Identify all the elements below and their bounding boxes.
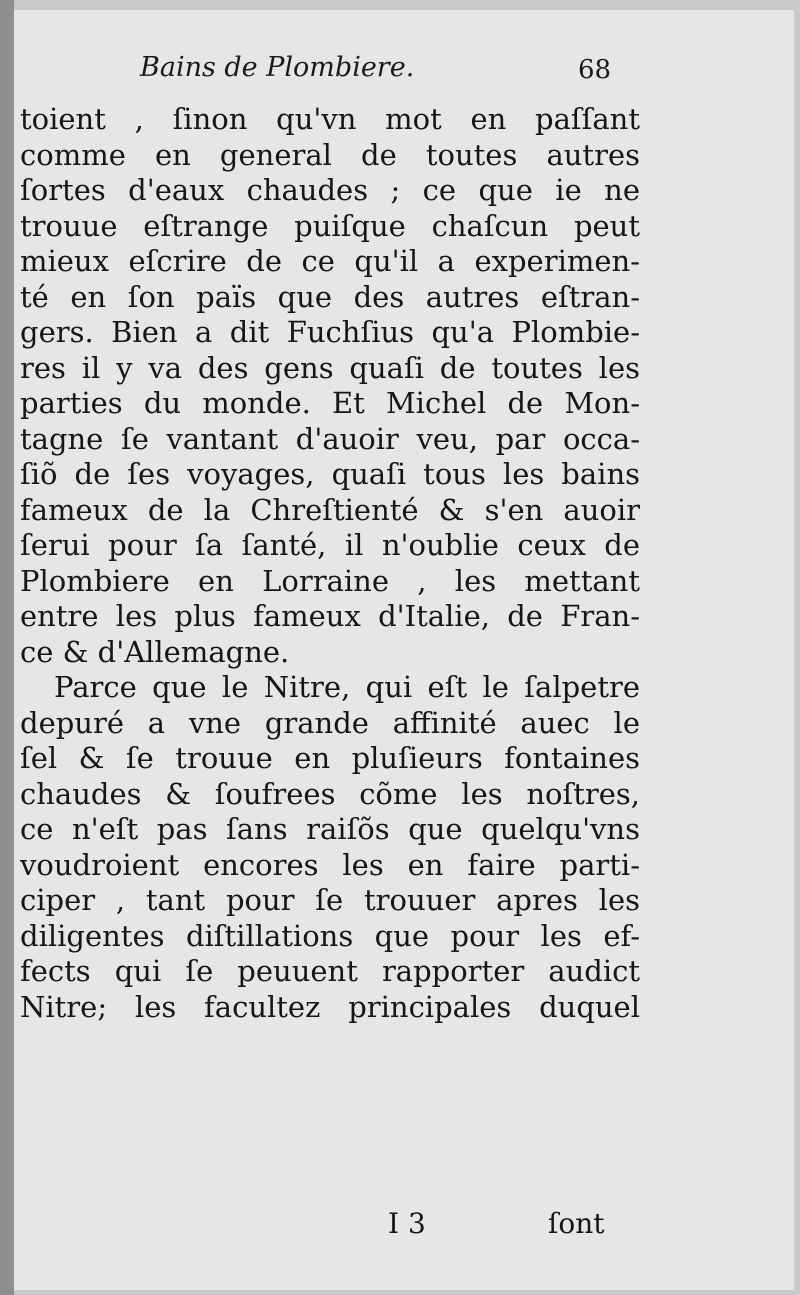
text-line: ciper , tant pour ſe trouuer apres les bbox=[20, 883, 640, 917]
text-line: mieux eſcrire de ce qu'il a experimen- bbox=[20, 244, 640, 278]
text-line: parties du monde. Et Michel de Mon- bbox=[20, 386, 640, 420]
signature-mark: I 3 bbox=[388, 1207, 426, 1240]
catchword: ſont bbox=[548, 1207, 605, 1240]
paragraph-1 bbox=[20, 102, 640, 670]
text-line: ce n'eſt pas ſans raiſõs que quelqu'vns bbox=[20, 812, 640, 846]
text-line: entre les plus fameux d'Italie, de Fran- bbox=[20, 599, 640, 633]
text-line: ſerui pour ſa ſanté, il n'oublie ceux de bbox=[20, 528, 640, 562]
text-line: Nitre; les facultez principales duquel bbox=[20, 989, 640, 1024]
page-number: 68 bbox=[578, 55, 612, 85]
text-line: Plombiere en Lorraine , les mettant bbox=[20, 563, 640, 598]
text-line: ſel & ſe trouue en pluſieurs fontaines bbox=[20, 741, 640, 775]
text-line: fects qui ſe peuuent rapporter audict bbox=[20, 954, 640, 988]
text-line: comme en general de toutes autres bbox=[20, 137, 640, 172]
text-line: Parce que le Nitre, qui eſt le ſalpetre bbox=[54, 670, 640, 704]
text-line: ſiõ de ſes voyages, quaſi tous les bains bbox=[20, 457, 640, 491]
text-line: fameux de la Chreſtienté & s'en auoir bbox=[20, 492, 640, 527]
text-line: trouue eſtrange puiſque chaſcun peut bbox=[20, 208, 640, 243]
text-line: tagne ſe vantant d'auoir veu, par occa- bbox=[20, 421, 640, 456]
text-line: chaudes & ſoufrees cõme les noſtres, bbox=[20, 776, 640, 811]
text-line: toient , ſinon qu'vn mot en paſſant bbox=[20, 102, 640, 136]
gutter-shadow bbox=[0, 0, 14, 1295]
text-line: depuré a vne grande affinité auec le bbox=[20, 705, 640, 740]
text-line: té en ſon païs que des autres eſtran- bbox=[20, 279, 640, 314]
paragraph-2 bbox=[20, 670, 640, 1025]
text-line: ce & d'Allemagne. bbox=[20, 634, 290, 669]
text-line: voudroient encores les en faire parti- bbox=[20, 847, 640, 882]
text-line: res il y va des gens quaſi de toutes les bbox=[20, 350, 640, 385]
text-line: diligentes diſtillations que pour les ef- bbox=[20, 918, 640, 953]
text-line: gers. Bien a dit Fuchſius qu'a Plombie- bbox=[20, 315, 640, 349]
body-text bbox=[20, 102, 640, 1025]
text-line: ſortes d'eaux chaudes ; ce que ie ne bbox=[20, 173, 640, 207]
running-title: Bains de Plombiere. bbox=[140, 52, 415, 83]
